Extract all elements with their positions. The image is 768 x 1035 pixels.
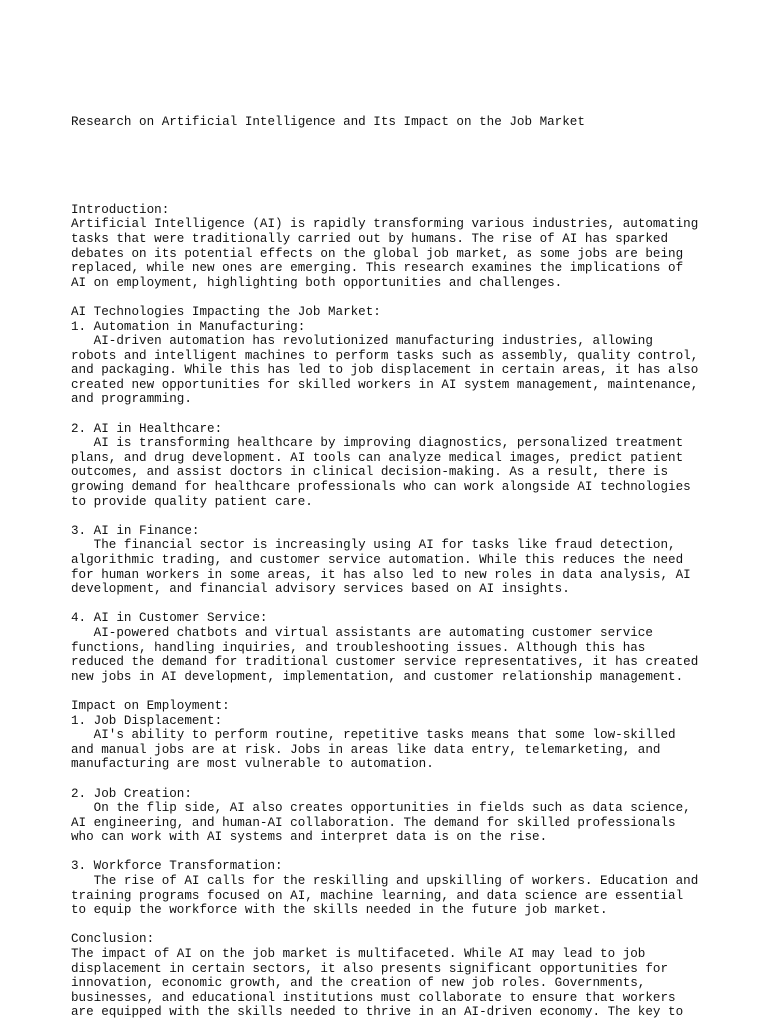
text-line: who can work with AI systems and interpret data is on the rise. [71, 830, 548, 845]
text-line: The rise of AI calls for the reskilling and upskilling of workers. Education and [71, 874, 699, 889]
text-line: displacement in certain sectors, it also presents significant opportunities for [71, 961, 669, 976]
document-title: Research on Artificial Intelligence and Its Impact on the Job Market [71, 115, 585, 130]
text-line: 1. Job Displacement: [71, 713, 223, 728]
blank-line [71, 509, 711, 524]
text-line: AI-powered chatbots and virtual assistants are automating customer service [71, 625, 653, 640]
text-line: AI-driven automation has revolutionized manufacturing industries, allowing [71, 334, 653, 349]
text-line: 3. AI in Finance: [71, 523, 200, 538]
text-line: AI Technologies Impacting the Job Market: [71, 304, 381, 319]
text-line: debates on its potential effects on the global job market, as some jobs are being [71, 246, 684, 261]
text-line: AI's ability to perform routine, repetitive tasks means that some low-skilled [71, 728, 676, 743]
text-line: growing demand for healthcare professionals who can work alongside AI technologies [71, 480, 691, 495]
text-line: Artificial Intelligence (AI) is rapidly transforming various industries, automating [71, 217, 699, 232]
text-line: and packaging. While this has led to job displacement in certain areas, it has also [71, 363, 699, 378]
document-page [71, 86, 711, 1035]
text-line: and programming. [71, 392, 192, 407]
text-line: 2. Job Creation: [71, 786, 192, 801]
text-line: are equipped with the skills needed to thrive in an AI-driven economy. The key to [71, 1005, 684, 1020]
text-line: manufacturing are most vulnerable to automation. [71, 757, 434, 772]
text-line: replaced, while new ones are emerging. This research examines the implications of [71, 261, 684, 276]
text-line: robots and intelligent machines to perform tasks such as assembly, quality control, [71, 348, 699, 363]
blank-line [71, 918, 711, 933]
text-line: tasks that were traditionally carried out by humans. The rise of AI has sparked [71, 231, 669, 246]
text-line: created new opportunities for skilled workers in AI system management, maintenance, [71, 377, 699, 392]
blank-line [71, 772, 711, 787]
text-block [71, 787, 711, 845]
blank-line [71, 407, 711, 422]
blank-line [71, 597, 711, 612]
text-line: AI is transforming healthcare by improving diagnostics, personalized treatment [71, 436, 684, 451]
text-line: plans, and drug development. AI tools can analyze medical images, predict patient [71, 450, 684, 465]
text-line: The impact of AI on the job market is multifaceted. While AI may lead to job [71, 947, 646, 962]
text-line: businesses, and educational institutions must collaborate to ensure that workers [71, 990, 676, 1005]
text-line: The financial sector is increasingly using AI for tasks like fraud detection, [71, 538, 676, 553]
text-block [71, 932, 711, 1020]
blank-line [71, 845, 711, 860]
text-line: On the flip side, AI also creates opportunities in fields such as data science, [71, 801, 691, 816]
text-line: 3. Workforce Transformation: [71, 859, 283, 874]
text-line: and manual jobs are at risk. Jobs in areas like data entry, telemarketing, and [71, 742, 661, 757]
blank-line [71, 159, 711, 174]
text-block [71, 422, 711, 510]
text-block [71, 203, 711, 291]
text-block [71, 859, 711, 917]
text-line: Conclusion: [71, 932, 155, 947]
text-block [71, 524, 711, 597]
text-line: training programs focused on AI, machine learning, and data science are essential [71, 888, 684, 903]
text-line: to equip the workforce with the skills needed in the future job market. [71, 903, 608, 918]
text-line: for human workers in some areas, it has also led to new roles in data analysis, AI [71, 567, 691, 582]
text-line: 1. Automation in Manufacturing: [71, 319, 306, 334]
text-line: development, and financial advisory services based on AI insights. [71, 582, 570, 597]
text-line: AI engineering, and human-AI collaboration. The demand for skilled professionals [71, 815, 676, 830]
text-block [71, 611, 711, 684]
text-line: outcomes, and assist doctors in clinical decision-making. As a result, there is [71, 465, 669, 480]
text-line: algorithmic trading, and customer service automation. While this reduces the need [71, 553, 684, 567]
text-line: to provide quality patient care. [71, 494, 313, 509]
text-line: Introduction: [71, 202, 170, 217]
text-block [71, 699, 711, 772]
text-line: new jobs in AI development, implementation, and customer relationship management. [71, 669, 684, 684]
text-line: Impact on Employment: [71, 698, 230, 713]
blank-line [71, 684, 711, 699]
text-block [71, 305, 711, 407]
text-line: 2. AI in Healthcare: [71, 421, 223, 436]
text-line: AI on employment, highlighting both opportunities and challenges. [71, 275, 563, 290]
document-body [71, 203, 711, 1020]
text-line: 4. AI in Customer Service: [71, 611, 268, 626]
text-line: innovation, economic growth, and the creation of new job roles. Governments, [71, 976, 646, 991]
text-line: reduced the demand for traditional customer service representatives, it has created [71, 655, 699, 670]
text-line: functions, handling inquiries, and troubleshooting issues. Although this has [71, 640, 646, 655]
blank-line [71, 290, 711, 305]
